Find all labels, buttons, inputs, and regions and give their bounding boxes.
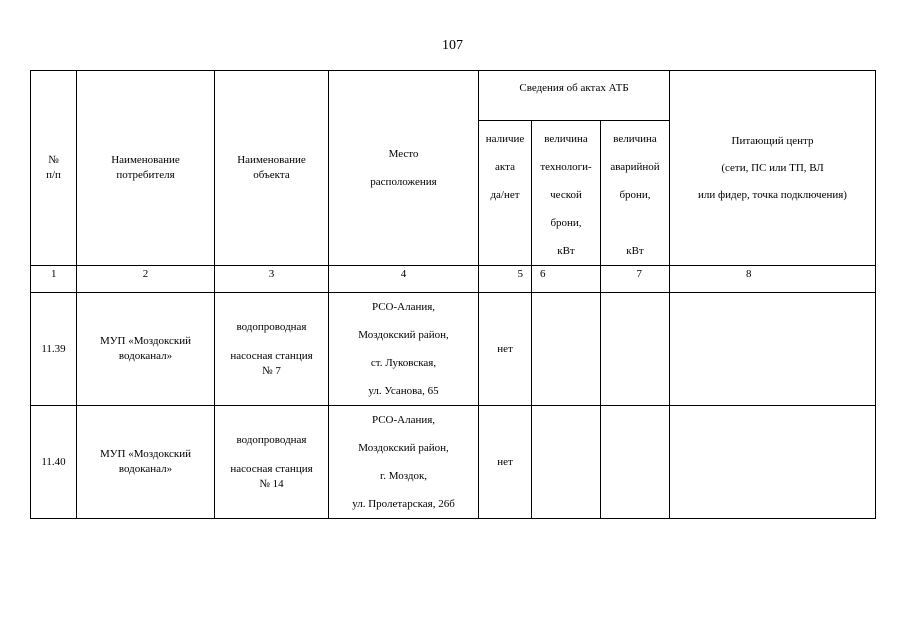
row-num: 11.40 bbox=[31, 406, 77, 519]
row-consumer: МУП «Моздокский водоканал» bbox=[77, 406, 215, 519]
row-emergency-reserve bbox=[601, 293, 670, 406]
column-number: 1 bbox=[31, 266, 77, 293]
table-row bbox=[31, 406, 876, 519]
header-tech-reserve: величина технологи- ческой брони, кВт bbox=[532, 121, 601, 266]
column-number: 2 bbox=[77, 266, 215, 293]
row-consumer: МУП «Моздокский водоканал» bbox=[77, 293, 215, 406]
column-number: 8 bbox=[670, 266, 876, 293]
column-number: 6 bbox=[532, 266, 601, 293]
row-presence: нет bbox=[479, 406, 532, 519]
header-power-center: Питающий центр (сети, ПС или ТП, ВЛ или фидер, точка подключения) bbox=[670, 71, 876, 266]
header-presence: наличие акта да/нет bbox=[479, 121, 532, 266]
row-power-center bbox=[670, 406, 876, 519]
column-number: 4 bbox=[329, 266, 479, 293]
header-num: № п/п bbox=[31, 71, 77, 266]
column-number: 5 bbox=[479, 266, 532, 293]
page-number: 107 bbox=[442, 38, 463, 53]
row-location: РСО-Алания, Моздокский район, г. Моздок, ул. Пролетарская, 26б bbox=[329, 406, 479, 519]
header-atb-group: Сведения об актах АТБ bbox=[479, 71, 670, 121]
row-tech-reserve bbox=[532, 406, 601, 519]
consumers-table bbox=[30, 70, 876, 519]
column-number: 7 bbox=[601, 266, 670, 293]
header-row-1 bbox=[31, 71, 876, 121]
row-num: 11.39 bbox=[31, 293, 77, 406]
table-row bbox=[31, 293, 876, 406]
row-tech-reserve bbox=[532, 293, 601, 406]
header-location: Место расположения bbox=[329, 71, 479, 266]
header-emergency-reserve: величина аварийной брони, кВт bbox=[601, 121, 670, 266]
row-power-center bbox=[670, 293, 876, 406]
row-location: РСО-Алания, Моздокский район, ст. Луковская, ул. Усанова, 65 bbox=[329, 293, 479, 406]
row-object: водопроводная насосная станция № 14 bbox=[215, 406, 329, 519]
row-presence: нет bbox=[479, 293, 532, 406]
column-number: 3 bbox=[215, 266, 329, 293]
column-numbers-row bbox=[31, 266, 876, 293]
header-consumer: Наименование потребителя bbox=[77, 71, 215, 266]
header-object: Наименование объекта bbox=[215, 71, 329, 266]
row-emergency-reserve bbox=[601, 406, 670, 519]
row-object: водопроводная насосная станция № 7 bbox=[215, 293, 329, 406]
